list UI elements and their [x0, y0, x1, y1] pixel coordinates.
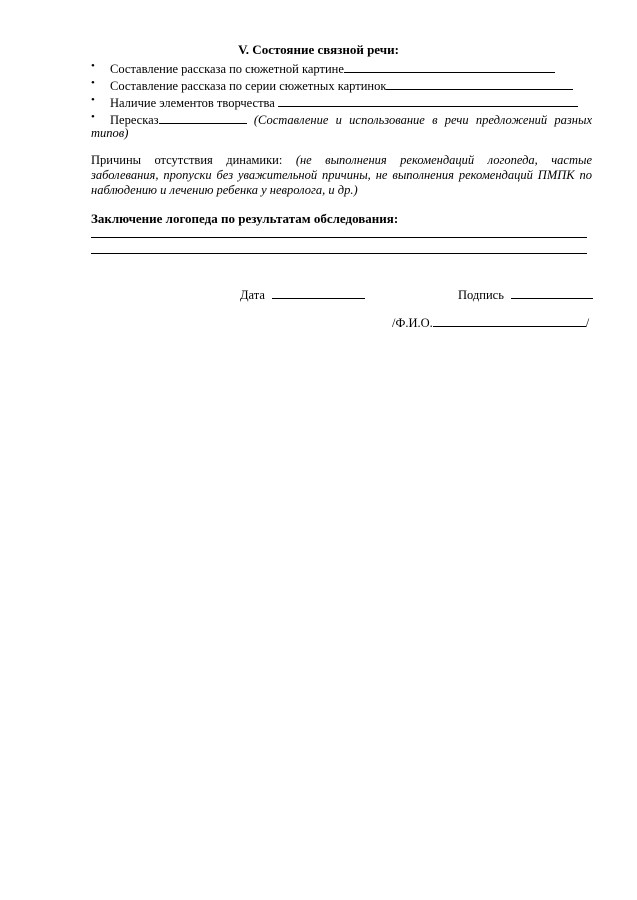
fio-end: / — [585, 316, 590, 330]
signature-label: Подпись — [458, 288, 504, 302]
signature-line[interactable] — [511, 286, 593, 299]
conclusion-line[interactable] — [91, 253, 587, 254]
reasons-label: Причины отсутствия динамики: — [91, 153, 283, 167]
reasons-line-2: заболевания, пропуски без уважительной причины, не выполнения рекомендаций ПМПК по — [91, 168, 592, 182]
reasons-line-3: наблюдению и лечению ребенка у невролога, и др.) — [91, 183, 358, 197]
retelling-note-continued: типов) — [91, 126, 129, 140]
bullet-marker: • — [91, 77, 95, 89]
list-item-label: Пересказ — [110, 113, 159, 127]
reasons-line-1 — [91, 153, 592, 168]
list-item-label: Составление рассказа по серии сюжетных картинок — [110, 79, 387, 93]
list-item — [91, 94, 591, 110]
section-title: V. Состояние связной речи: — [238, 42, 399, 57]
bullet-marker: • — [91, 111, 95, 123]
answer-line[interactable] — [278, 94, 578, 107]
retelling-note: (Составление и использование в речи предложений разных — [253, 113, 592, 127]
reasons-note: (не выполнения рекомендаций логопеда, частые — [295, 153, 593, 167]
signature-field — [458, 286, 593, 303]
retelling-line — [110, 111, 592, 128]
list-item-label: Наличие элементов творчества — [110, 96, 275, 110]
bullet-marker: • — [91, 60, 95, 72]
fio-field — [392, 314, 589, 331]
fio-line[interactable] — [433, 314, 586, 327]
answer-line[interactable] — [386, 77, 573, 90]
bullet-marker: • — [91, 94, 95, 106]
list-item-label: Составление рассказа по сюжетной картине — [110, 62, 344, 76]
list-item — [91, 60, 591, 76]
conclusion-line[interactable] — [91, 237, 587, 238]
date-label: Дата — [240, 288, 265, 302]
conclusion-label: Заключение логопеда по результатам обследования: — [91, 211, 399, 226]
date-line[interactable] — [272, 286, 365, 299]
fio-label: /Ф.И.О. — [392, 316, 433, 330]
answer-line[interactable] — [159, 111, 247, 124]
list-item — [91, 77, 591, 93]
answer-line[interactable] — [344, 60, 555, 73]
date-field — [240, 286, 365, 303]
